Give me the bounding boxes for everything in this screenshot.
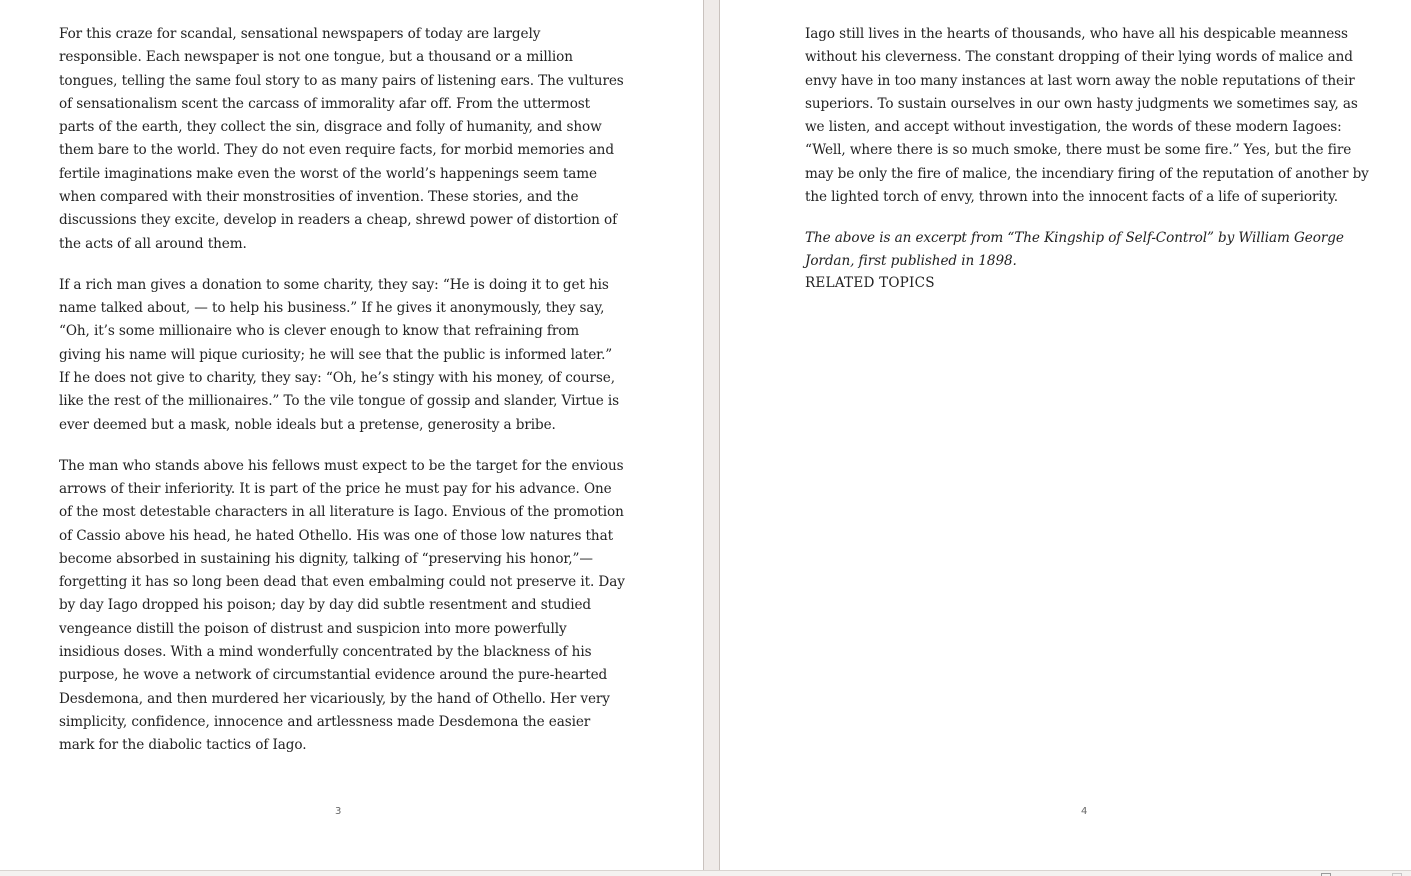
document-page-3 bbox=[0, 0, 703, 870]
paragraph-iago-envy: The man who stands above his fellows must expect to be the target for the envious arrows of their inferiority. It is part of the price he must pay for his advance. One of the most detestable characters in all literature is Iago. Envious of the promotion of Cassio above his head, he hated Othello. His was one of those low natures that become absorbed in sustaining his dignity, talking of “preserving his honor,”—forgetting it has so long been dead that even embalming could not preserve it. Day by day Iago dropped his poison; day by day did subtle resentment and studied vengeance distill the poison of distrust and suspicion into more powerfully insidious doses. With a mind wonderfully concentrated by the blackness of his purpose, he wove a network of circumstantial evidence around the pure-hearted Desdemona, and then murdered her vicariously, by the hand of Othello. Her very simplicity, confidence, innocence and artlessness made Desdemona the easier mark for the diabolic tactics of Iago. bbox=[59, 457, 625, 754]
related-topics-heading[interactable]: RELATED TOPICS bbox=[805, 274, 935, 291]
document-page-4 bbox=[720, 0, 1411, 870]
page-number-4: 4 bbox=[1081, 806, 1088, 817]
paragraph-rich-man-donation: If a rich man gives a donation to some charity, they say: “He is doing it to get his name talked about, — to help his business.” If he gives it anonymously, they say, “Oh, it’s some millionaire who is clever enough to know that refraining from giving his name will pique curiosity; he will see that the public is informed later.” If he does not give to charity, they say: “Oh, he’s stingy with his money, of course, like the rest of the millionaires.” To the vile tongue of gossip and slander, Virtue is ever deemed but a mask, noble ideals but a pretense, generosity a bribe. bbox=[59, 276, 619, 433]
excerpt-credit: The above is an excerpt from “The Kingship of Self-Control” by William George Jordan, first published in 1898. bbox=[805, 230, 1344, 270]
page-3-body bbox=[59, 23, 625, 775]
page-number-3: 3 bbox=[335, 806, 342, 817]
status-bar bbox=[0, 870, 1411, 876]
page-gutter bbox=[703, 0, 720, 870]
paragraph-iago-still-lives: Iago still lives in the hearts of thousands, who have all his despicable meanness without his cleverness. The constant dropping of their lying words of malice and envy have in too many instances at last worn away the noble reputations of their superiors. To sustain ourselves in our own hasty judgments we sometimes say, as we listen, and accept without investigation, the words of these modern Iagoes: “Well, where there is so much smoke, there must be some fire.” Yes, but the fire may be only the fire of malice, the incendiary firing of the reputation of another by the lighted torch of envy, thrown into the innocent facts of a life of superiority. bbox=[805, 26, 1369, 206]
page-4-body bbox=[805, 23, 1371, 290]
gutter-divider-left bbox=[703, 0, 704, 870]
paragraph-scandal-newspapers: For this craze for scandal, sensational newspapers of today are largely responsible. Each newspaper is not one tongue, but a thousand or a million tongues, telling the same foul story to as many pairs of listening ears. The vultures of sensationalism scent the carcass of immorality afar off. From the uttermost parts of the earth, they collect the sin, disgrace and folly of humanity, and show them bare to the world. They do not even require facts, for morbid memories and fertile imaginations make even the worst of the world’s happenings seem tame when compared with their monstrosities of invention. These stories, and the discussions they excite, develop in readers a cheap, shrewd power of distortion of the acts of all around them. bbox=[59, 26, 624, 252]
